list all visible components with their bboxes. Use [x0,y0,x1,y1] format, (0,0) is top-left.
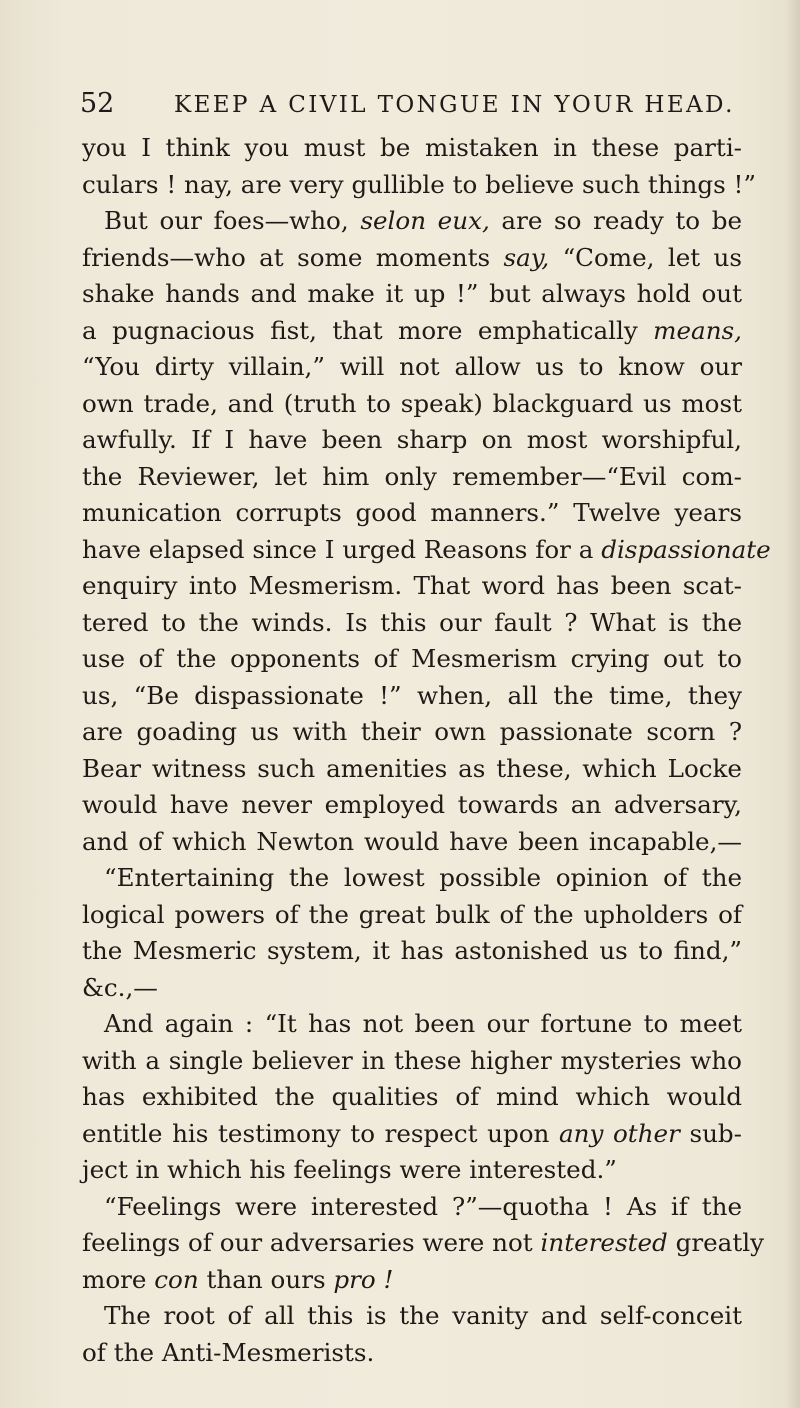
italic-text: pro ! [333,1264,394,1294]
text-line [82,605,742,642]
text-line [82,240,742,277]
text-line [82,495,742,532]
text-line [82,532,771,569]
page-edge-shadow [786,0,800,1408]
text-segment: the Mesmeric system, it has astonished us to find,” [82,936,742,965]
text-line [82,1335,742,1372]
text-line [82,970,742,1007]
text-segment: are so ready to be [489,206,742,235]
text-line [82,641,742,678]
text-line [82,1152,742,1189]
text-line [82,349,742,386]
text-segment: “Feelings were interested ?”—quotha ! As if the [104,1191,742,1221]
text-segment: logical powers of the great bulk of the upholders of [82,899,742,929]
text-segment: greatly [667,1228,764,1257]
page-number: 52 [80,88,115,119]
text-line [82,787,742,824]
running-head [80,88,740,128]
text-segment: and of which Newton would have been incapable,— [82,826,742,856]
text-line [82,386,742,423]
text-segment: awfully. If I have been sharp on most worshipful, [82,425,742,454]
text-segment: feelings of our adversaries were not [82,1228,541,1257]
text-line [82,1043,742,1080]
running-title: KEEP A CIVIL TONGUE IN YOUR HEAD. [174,92,735,118]
text-line [82,313,742,350]
text-segment: are goading us with their own passionate scorn ? [82,717,742,746]
text-segment: with a single believer in these higher mysteries who [82,1045,742,1075]
text-segment: “Come, let us [549,242,742,272]
text-segment: has exhibited the qualities of mind which would [82,1082,742,1111]
text-segment: own trade, and (truth to speak) blackguard us most [82,388,742,418]
text-segment: us, “Be dispassionate !” when, all the time, they [82,680,742,710]
text-segment: have elapsed since I urged Reasons for a [82,534,602,564]
text-line [82,860,742,897]
text-line [82,1298,742,1335]
text-segment: enquiry into Mesmerism. That word has been scat- [82,571,742,600]
text-segment: friends—who at some moments [82,242,504,272]
text-segment: munication corrupts good manners.” Twelve years [82,498,742,527]
text-segment: sub- [679,1118,742,1148]
text-line [82,1079,742,1116]
text-line [82,203,742,240]
text-segment: entitle his testimony to respect upon [82,1118,559,1148]
text-line [82,130,742,167]
text-segment: But our foes—who, [104,206,361,235]
italic-text: say, [503,242,550,272]
text-segment: “You dirty villain,” will not allow us to know our [82,352,742,381]
text-segment: &c.,— [82,972,158,1002]
text-line [82,167,756,204]
italic-text: con [154,1264,199,1294]
text-line [82,714,742,751]
italic-text: selon eux, [360,206,490,235]
text-line [82,751,742,788]
text-line [82,422,742,459]
italic-text: means, [653,315,742,345]
text-line [82,933,742,970]
text-segment: a pugnacious fist, that more emphatically [82,315,654,345]
text-line [82,678,742,715]
text-segment: more [82,1264,155,1294]
text-segment: of the Anti-Mesmerists. [82,1337,375,1367]
text-segment: Bear witness such amenities as these, which Locke [82,753,742,783]
text-segment: “Entertaining the lowest possible opinion of the [104,863,742,892]
italic-text: dispassionate [601,534,771,564]
text-line [82,1189,742,1226]
text-segment: would have never employed towards an adversary, [82,790,742,819]
text-line [82,897,742,934]
text-line [82,1006,742,1043]
text-line [82,1116,742,1153]
text-line [82,1225,764,1262]
text-line [82,1262,742,1299]
text-segment: And again : “It has not been our fortune to meet [104,1009,742,1038]
text-segment: shake hands and make it up !” but always hold out [82,279,742,308]
text-segment: culars ! nay, are very gullible to believe such things !” [82,169,756,199]
text-line [82,459,742,496]
text-segment: ject in which his feelings were interested.” [82,1155,617,1184]
text-segment: The root of all this is the vanity and self-conceit [104,1301,742,1330]
body-text [82,130,771,1371]
text-line [82,276,742,313]
text-segment: tered to the winds. Is this our fault ? What is the [82,607,742,637]
text-segment: you I think you must be mistaken in these parti- [82,133,742,162]
italic-text: any other [558,1118,680,1148]
text-line [82,568,742,605]
italic-text: interested [540,1228,668,1257]
text-line [82,824,742,861]
text-segment: than ours [198,1264,334,1294]
text-segment: the Reviewer, let him only remember—“Evil com- [82,461,742,491]
text-segment: use of the opponents of Mesmerism crying out to [82,644,742,673]
